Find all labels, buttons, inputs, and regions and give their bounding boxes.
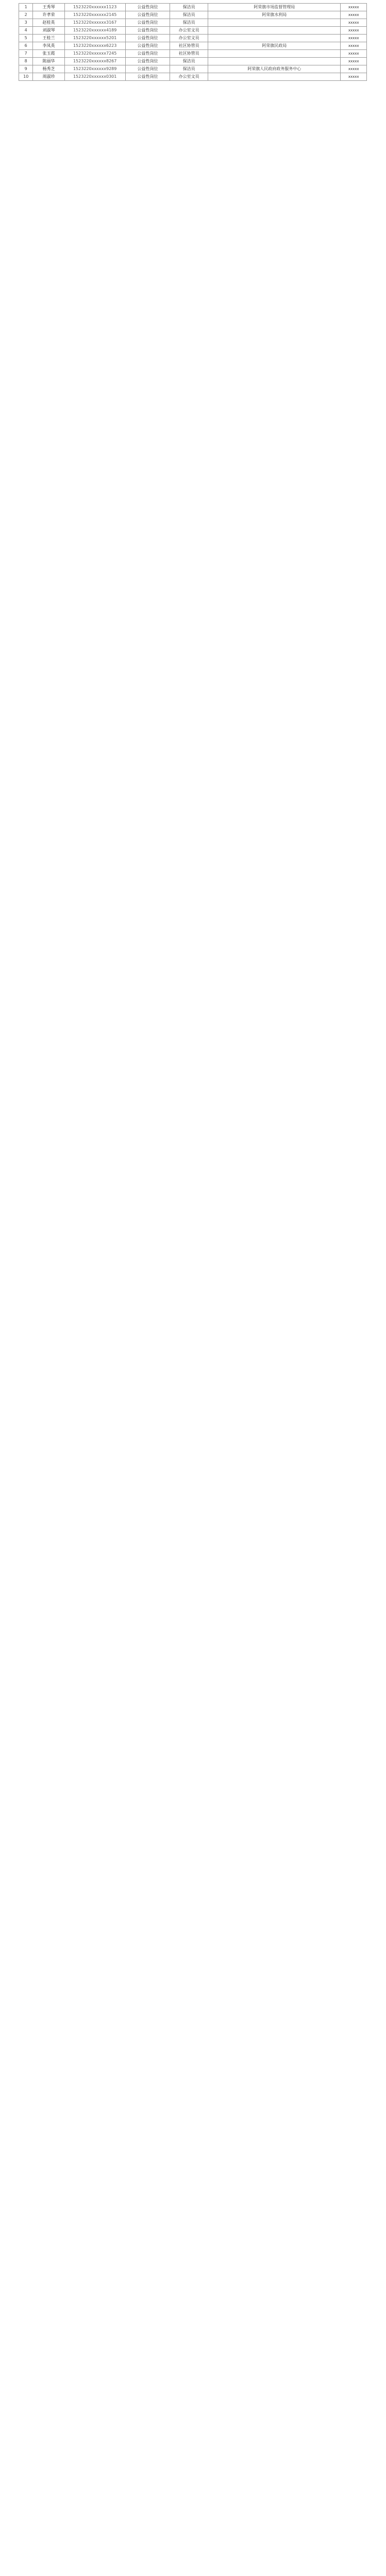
- job-position: 办公室文员: [170, 27, 208, 35]
- row-number: 10: [19, 73, 33, 81]
- subsidy-amount: xxxxx: [341, 27, 367, 35]
- person-name: 杨秀芝: [33, 65, 64, 73]
- table-row: [19, 4, 367, 11]
- subsidy-amount: xxxxx: [341, 50, 367, 58]
- table-row: [19, 35, 367, 42]
- employer-unit: 阿荣旗水利局: [208, 11, 341, 19]
- id-number: 1523220xxxxxx3167: [64, 19, 125, 27]
- job-position: 保洁员: [170, 19, 208, 27]
- employer-unit: [208, 27, 341, 35]
- id-number: 1523220xxxxxx4189: [64, 27, 125, 35]
- person-name: 刘淑琴: [33, 27, 64, 35]
- subsidy-amount: xxxxx: [341, 58, 367, 65]
- person-name: 许孝荣: [33, 11, 64, 19]
- job-category: 公益性岗位: [125, 58, 170, 65]
- person-name: 王桂兰: [33, 35, 64, 42]
- id-number: 1523220xxxxxx9289: [64, 65, 125, 73]
- employer-unit: 阿荣旗市场监督管理局: [208, 4, 341, 11]
- employer-unit: [208, 50, 341, 58]
- employer-unit: [208, 58, 341, 65]
- job-category: 公益性岗位: [125, 42, 170, 50]
- row-number: 9: [19, 65, 33, 73]
- table-row: [19, 50, 367, 58]
- table-row: [19, 42, 367, 50]
- job-position: 社区协管员: [170, 50, 208, 58]
- id-number: 1523220xxxxxx8267: [64, 58, 125, 65]
- row-number: 1: [19, 4, 33, 11]
- job-category: 公益性岗位: [125, 50, 170, 58]
- employer-unit: [208, 19, 341, 27]
- job-position: 保洁员: [170, 4, 208, 11]
- job-position: 办公室文员: [170, 35, 208, 42]
- table-row: [19, 58, 367, 65]
- id-number: 1523220xxxxxx5201: [64, 35, 125, 42]
- subsidy-amount: xxxxx: [341, 35, 367, 42]
- table-row: [19, 65, 367, 73]
- person-name: 陈丽华: [33, 58, 64, 65]
- job-position: 社区协管员: [170, 42, 208, 50]
- table-row: [19, 11, 367, 19]
- job-category: 公益性岗位: [125, 19, 170, 27]
- employer-unit: [208, 35, 341, 42]
- job-category: 公益性岗位: [125, 35, 170, 42]
- job-category: 公益性岗位: [125, 73, 170, 81]
- person-name: 张玉霞: [33, 50, 64, 58]
- roster-table: [19, 3, 367, 81]
- job-position: 保洁员: [170, 58, 208, 65]
- row-number: 3: [19, 19, 33, 27]
- id-number: 1523220xxxxxx1123: [64, 4, 125, 11]
- job-category: 公益性岗位: [125, 4, 170, 11]
- table-row: [19, 19, 367, 27]
- person-name: 赵桂英: [33, 19, 64, 27]
- row-number: 4: [19, 27, 33, 35]
- job-category: 公益性岗位: [125, 27, 170, 35]
- id-number: 1523220xxxxxx7245: [64, 50, 125, 58]
- id-number: 1523220xxxxxx6223: [64, 42, 125, 50]
- subsidy-amount: xxxxx: [341, 11, 367, 19]
- row-number: 5: [19, 35, 33, 42]
- table-row: [19, 27, 367, 35]
- employer-unit: [208, 73, 341, 81]
- job-position: 办公室文员: [170, 73, 208, 81]
- subsidy-amount: xxxxx: [341, 73, 367, 81]
- job-position: 保洁员: [170, 11, 208, 19]
- person-name: 李凤英: [33, 42, 64, 50]
- subsidy-amount: xxxxx: [341, 65, 367, 73]
- row-number: 7: [19, 50, 33, 58]
- job-position: 保洁员: [170, 65, 208, 73]
- person-name: 周淑珍: [33, 73, 64, 81]
- employer-unit: 阿荣旗人民政府政务服务中心: [208, 65, 341, 73]
- job-category: 公益性岗位: [125, 65, 170, 73]
- table-row: [19, 73, 367, 81]
- employer-unit: 阿荣旗民政局: [208, 42, 341, 50]
- subsidy-amount: xxxxx: [341, 4, 367, 11]
- roster-rows: [19, 4, 367, 81]
- subsidy-amount: xxxxx: [341, 19, 367, 27]
- row-number: 2: [19, 11, 33, 19]
- job-category: 公益性岗位: [125, 11, 170, 19]
- row-number: 6: [19, 42, 33, 50]
- row-number: 8: [19, 58, 33, 65]
- person-name: 王秀琴: [33, 4, 64, 11]
- subsidy-amount: xxxxx: [341, 42, 367, 50]
- id-number: 1523220xxxxxx0301: [64, 73, 125, 81]
- id-number: 1523220xxxxxx2145: [64, 11, 125, 19]
